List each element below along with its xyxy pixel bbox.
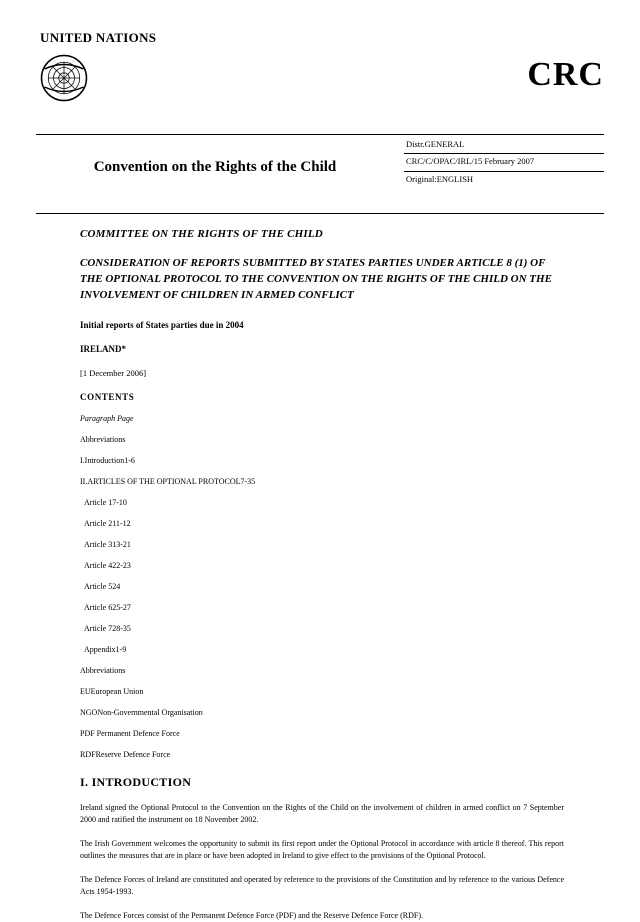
un-emblem-icon [40, 54, 88, 102]
toc-entry[interactable]: Article 17-10 [84, 497, 127, 507]
body-paragraph: The Defence Forces consist of the Permanent Defence Force (PDF) and the Reserve Defence Force (RDF). [80, 910, 423, 920]
abbreviation-entry: RDFReserve Defence Force [80, 749, 171, 759]
toc-entry[interactable]: Article 422-23 [84, 560, 131, 570]
toc-entry[interactable]: I.Introduction1-6 [80, 455, 135, 465]
body-paragraph: Ireland signed the Optional Protocol to the Convention on the Rights of the Child on the involvement of children in armed conflict on 7 September 2000 and ratified the instrument on 18 November 2002. [80, 802, 564, 824]
country-name: IRELAND* [80, 343, 127, 354]
toc-entry[interactable]: Article 313-21 [84, 539, 131, 549]
original-value: ENGLISH [436, 173, 474, 184]
distribution-block [404, 137, 604, 188]
document-code: CRC [527, 56, 604, 93]
toc-entry[interactable]: II.ARTICLES OF THE OPTIONAL PROTOCOL7-35 [80, 476, 256, 486]
committee-heading: COMMITTEE ON THE RIGHTS OF THE CHILD [80, 228, 323, 240]
masthead [36, 54, 604, 126]
submission-date: [1 December 2006] [80, 367, 147, 378]
distribution-value: GENERAL [424, 139, 465, 149]
convention-title: Convention on the Rights of the Child [93, 159, 337, 175]
document-body [36, 228, 604, 922]
original-label: Original: [406, 173, 437, 184]
distribution-label: Distr. [406, 139, 425, 149]
organization-label: UNITED NATIONS [40, 30, 157, 45]
initial-reports-line: Initial reports of States parties due in 2004 [80, 319, 244, 330]
consideration-heading: CONSIDERATION OF REPORTS SUBMITTED BY STATES PARTIES UNDER ARTICLE 8 (1) OF THE OPTIONAL PROTOCOL TO THE CONVENTION ON THE RIGHTS OF THE CHILD ON THE INVOLVEMENT OF CHILDREN IN ARMED CONFLICT [80, 257, 552, 301]
body-paragraph: The Irish Government welcomes the opportunity to submit its first report under the Optional Protocol in accordance with article 8 thereof. This report outlines the measures that are in place or have been adopted in Ireland to give effect to the provisions of the Optional Protocol. [80, 838, 564, 860]
toc-entry[interactable]: Article 728-35 [84, 623, 131, 633]
toc-entry[interactable]: Article 524 [84, 581, 121, 591]
abbreviation-entry: PDF Permanent Defence Force [80, 728, 180, 738]
body-paragraph: The Defence Forces of Ireland are constituted and operated by reference to the provisions of the Constitution and by reference to the various Defence Acts 1954-1993. [80, 874, 564, 896]
toc-entry[interactable]: Article 625-27 [84, 602, 131, 612]
paragraph-page-label: Paragraph Page [80, 413, 134, 423]
distribution-line [404, 137, 604, 153]
original-line [404, 171, 604, 188]
toc-entry[interactable]: Abbreviations [80, 434, 126, 444]
introduction-heading: I. INTRODUCTION [80, 774, 192, 789]
contents-heading: CONTENTS [80, 391, 135, 402]
document-symbol: CRC/C/OPAC/IRL/15 February 2007 [404, 153, 604, 170]
title-block [36, 135, 604, 203]
toc-entry[interactable]: Article 211-12 [84, 518, 131, 528]
toc-entry[interactable]: Appendix1-9 [84, 644, 127, 654]
abbreviations-heading: Abbreviations [80, 665, 126, 675]
abbreviation-entry: EUEuropean Union [80, 686, 144, 696]
abbreviation-entry: NGONon-Governmental Organisation [80, 707, 203, 717]
header-divider-bottom [36, 213, 604, 214]
